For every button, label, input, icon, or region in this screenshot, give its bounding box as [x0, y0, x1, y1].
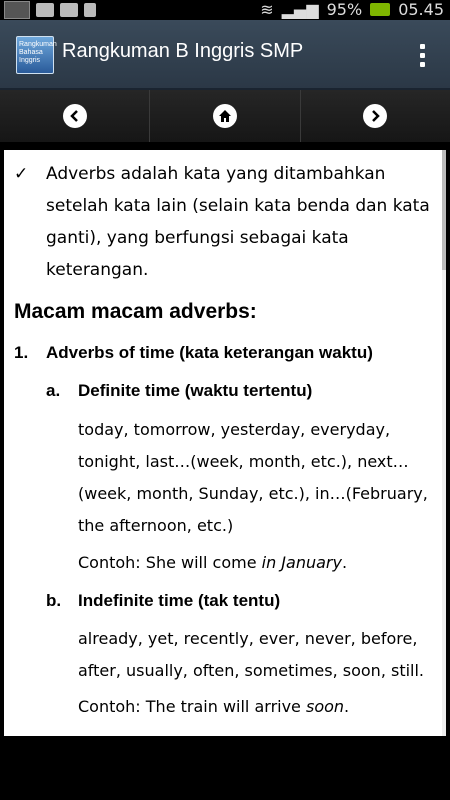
forward-button[interactable]	[301, 90, 450, 142]
subsection-a-example: Contoh: She will come in January.	[78, 553, 348, 572]
battery-charging-icon	[370, 3, 390, 16]
chevron-right-icon	[363, 104, 387, 128]
wifi-icon: ≋	[260, 0, 274, 19]
back-button[interactable]	[0, 90, 150, 142]
app-logo-icon: Rangkuman Bahasa Inggris	[16, 36, 54, 74]
scrollbar[interactable]	[442, 150, 446, 736]
content-panel[interactable]: ✓ Adverbs adalah kata yang ditambahkan setelah kata lain (selain kata benda dan kata ganti), yang berfungsi sebagai kata keterangan. Macam macam adverbs: 1. Adverbs of time (kata keterangan waktu) a. Definite time (waktu tertentu) today, tomorrow, yesterday, everyday, tonight, last…(week, month, etc.), next…(week, month, Sunday, etc.), in…(February, the afternoon, etc.) Contoh: She will come in January. b. Indefinite time (tak tentu) already, yet, recently, ever, never, before, after, usually, often, sometimes, soon, still. Contoh: The train will arrive soon.	[4, 150, 446, 736]
barcode-icon	[84, 3, 96, 17]
intro-text: Adverbs adalah kata yang ditambahkan setelah kata lain (selain kata benda dan kata ganti), yang berfungsi sebagai kata keterangan.	[46, 164, 430, 280]
status-bar	[0, 0, 450, 20]
action-bar	[0, 20, 450, 90]
chevron-left-icon	[63, 104, 87, 128]
image-icon	[36, 3, 54, 17]
clock: 05.45	[398, 0, 444, 19]
overflow-menu-icon[interactable]	[420, 44, 426, 71]
section-heading: Macam macam adverbs:	[14, 300, 257, 323]
bottom-area	[0, 736, 450, 800]
notification-app-icon	[4, 1, 30, 19]
subsection-a-body: today, tomorrow, yesterday, everyday, tonight, last…(week, month, etc.), next…(week, month, Sunday, etc.), in…(February, the afternoon, etc.)	[78, 420, 428, 535]
home-button[interactable]	[150, 90, 300, 142]
chat-icon	[60, 3, 78, 17]
signal-icon: ▂▄▆	[281, 0, 319, 19]
app-title: Rangkuman B Inggris SMP	[62, 40, 304, 62]
battery-percent: 95%	[326, 0, 363, 19]
navigation-bar	[0, 90, 450, 142]
check-icon: ✓	[14, 164, 29, 184]
subsection-b-example: Contoh: The train will arrive soon.	[78, 697, 350, 716]
subsection-b-body: already, yet, recently, ever, never, before, after, usually, often, sometimes, soon, still.	[78, 629, 425, 680]
home-icon	[213, 104, 237, 128]
